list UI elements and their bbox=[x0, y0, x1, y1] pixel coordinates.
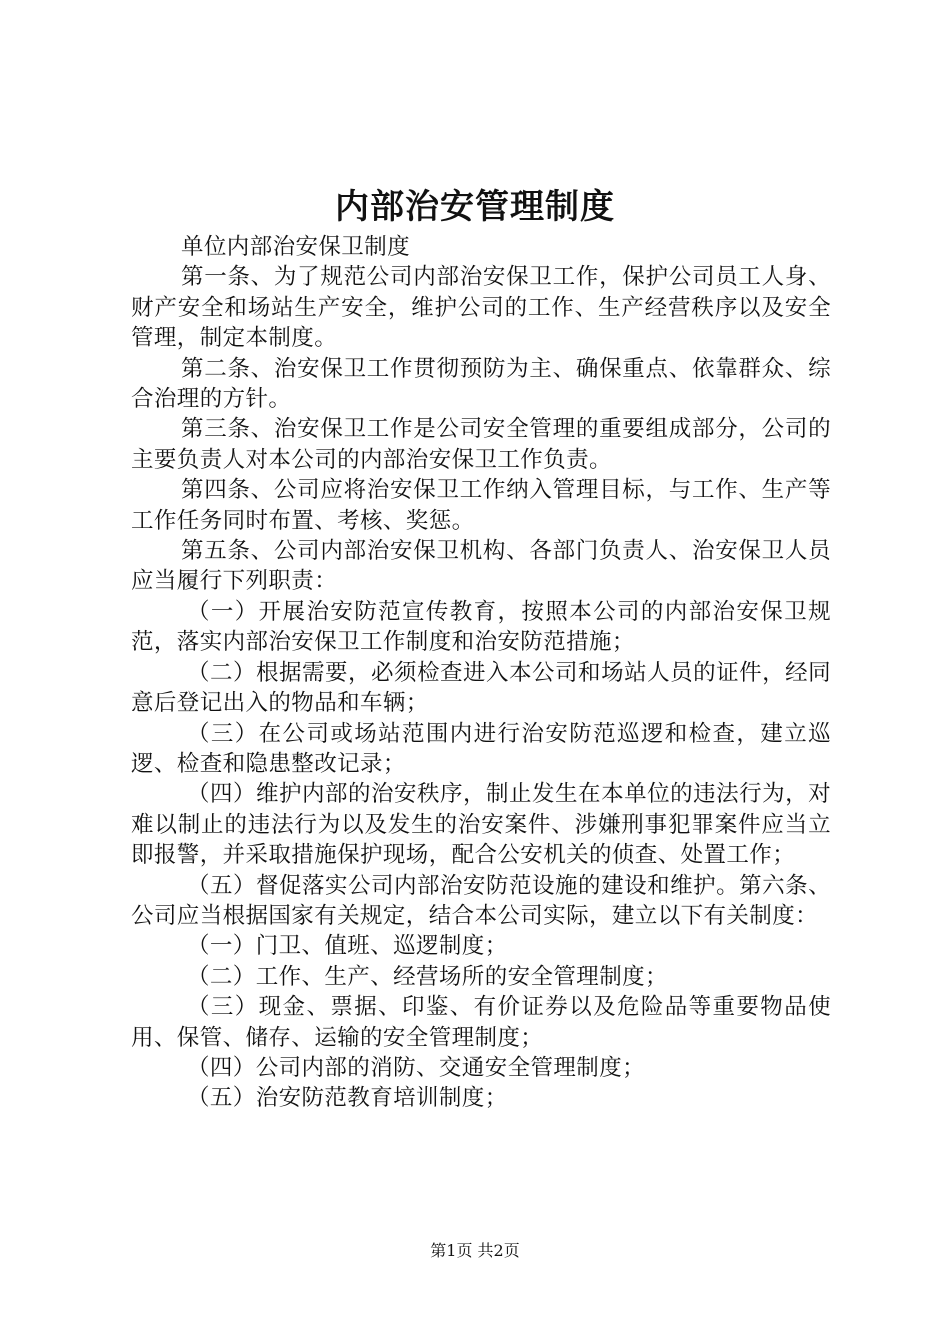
paragraph-system-1: （一）门卫、值班、巡逻制度； bbox=[187, 933, 508, 960]
paragraph-article-1: 第一条、为了规范公司内部治安保卫工作，保护公司员工人身、财产安全和场站生产安全，维护公司的工作、生产经营秩序以及安全管理，制定本制度。 bbox=[131, 264, 831, 352]
paragraph-system-4: （四）公司内部的消防、交通安全管理制度； bbox=[187, 1054, 646, 1081]
paragraph-subtitle: 单位内部治安保卫制度 bbox=[181, 234, 411, 260]
paragraph-article-3: 第三条、治安保卫工作是公司安全管理的重要组成部分，公司的主要负责人对本公司的内部治安保卫工作负责。 bbox=[131, 416, 831, 473]
paragraph-duty-1: （一）开展治安防范宣传教育，按照本公司的内部治安保卫规范，落实内部治安保卫工作制度和治安防范措施； bbox=[131, 598, 831, 656]
paragraph-article-4: 第四条、公司应将治安保卫工作纳入管理目标，与工作、生产等工作任务同时布置、考核、奖惩。 bbox=[131, 477, 831, 534]
document-body bbox=[131, 232, 831, 1114]
paragraph-duty-4: （四）维护内部的治安秩序，制止发生在本单位的违法行为，对难以制止的违法行为以及发生的治安案件、涉嫌刑事犯罪案件应当立即报警，并采取措施保护现场，配合公安机关的侦查、处置工作； bbox=[131, 781, 831, 869]
paragraph-article-5: 第五条、公司内部治安保卫机构、各部门负责人、治安保卫人员应当履行下列职责： bbox=[131, 538, 831, 595]
paragraph-duty-2: （二）根据需要，必须检查进入本公司和场站人员的证件，经同意后登记出入的物品和车辆； bbox=[131, 659, 831, 717]
paragraph-system-2: （二）工作、生产、经营场所的安全管理制度； bbox=[187, 963, 668, 990]
page-number-footer: 第1页 共2页 bbox=[430, 1241, 520, 1260]
document-title: 内部治安管理制度 bbox=[335, 187, 615, 227]
paragraph-article-2: 第二条、治安保卫工作贯彻预防为主、确保重点、依靠群众、综合治理的方针。 bbox=[131, 355, 831, 413]
paragraph-system-5: （五）治安防范教育培训制度； bbox=[187, 1085, 508, 1112]
paragraph-duty-5: （五）督促落实公司内部治安防范设施的建设和维护。第六条、公司应当根据国家有关规定，结合本公司实际，建立以下有关制度： bbox=[131, 872, 831, 929]
paragraph-duty-3: （三）在公司或场站范围内进行治安防范巡逻和检查，建立巡逻、检查和隐患整改记录； bbox=[131, 720, 831, 777]
paragraph-system-3: （三）现金、票据、印鉴、有价证券以及危险品等重要物品使用、保管、储存、运输的安全管理制度； bbox=[131, 994, 831, 1051]
